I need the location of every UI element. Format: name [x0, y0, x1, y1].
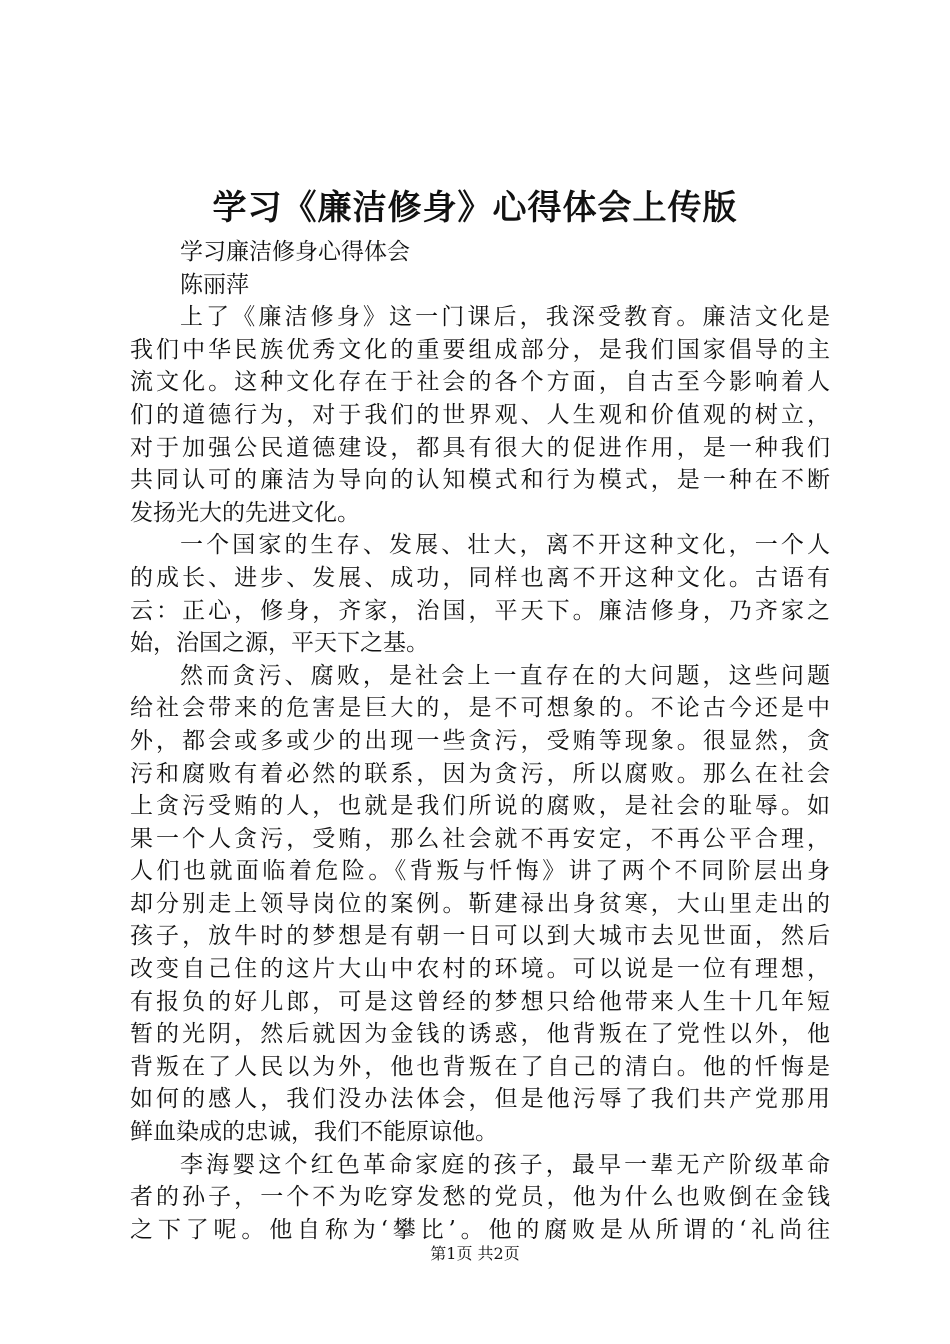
paragraph-line: 鲜血染成的忠诚，我们不能原谅他。: [130, 1119, 498, 1146]
paragraph-line: 有报负的好儿郎，可是这曾经的梦想只给他带来人生十几年短: [130, 988, 830, 1015]
paragraph-line: 却分别走上领导岗位的案例。靳建禄出身贫寒，大山里走出的: [130, 890, 830, 917]
author-line: 陈丽萍: [180, 271, 249, 298]
document-body: [130, 236, 830, 1246]
paragraph-line: 我们中华民族优秀文化的重要组成部分，是我们国家倡导的主: [130, 336, 830, 363]
paragraph-line: 背叛在了人民以为外，他也背叛在了自己的清白。他的忏悔是: [130, 1053, 830, 1080]
paragraph-line: 的成长、进步、发展、成功，同样也离不开这种文化。古语有: [130, 564, 830, 591]
paragraph-line: 给社会带来的危害是巨大的，是不可想象的。不论古今还是中: [130, 695, 830, 722]
document-title: 学习《廉洁修身》心得体会上传版: [212, 188, 738, 228]
paragraph-line: 人们也就面临着危险。《背叛与忏悔》讲了两个不同阶层出身: [130, 858, 830, 885]
paragraph-line: 暂的光阴，然后就因为金钱的诱惑，他背叛在了党性以外，他: [130, 1021, 830, 1048]
page-number-footer: 第1页 共2页: [430, 1244, 520, 1263]
paragraph-line: 污和腐败有着必然的联系，因为贪污，所以腐败。那么在社会: [130, 760, 830, 787]
paragraph-line: 改变自己住的这片大山中农村的环境。可以说是一位有理想，: [130, 956, 830, 983]
paragraph-line: 孩子，放牛时的梦想是有朝一日可以到大城市去见世面，然后: [130, 923, 830, 950]
paragraph-line: 对于加强公民道德建设，都具有很大的促进作用，是一种我们: [130, 434, 830, 461]
paragraph-line: 云：正心，修身，齐家，治国，平天下。廉洁修身，乃齐家之: [130, 597, 830, 624]
paragraph-line: 上贪污受贿的人，也就是我们所说的腐败，是社会的耻辱。如: [130, 793, 830, 820]
paragraph-line: 之下了呢。他自称为‘攀比’。他的腐败是从所谓的‘礼尚往: [130, 1216, 830, 1243]
paragraph-line: 果一个人贪污，受贿，那么社会就不再安定，不再公平合理，: [130, 825, 830, 852]
paragraph-line: 流文化。这种文化存在于社会的各个方面，自古至今影响着人: [130, 369, 830, 396]
paragraph-line: 一个国家的生存、发展、壮大，离不开这种文化，一个人: [180, 532, 830, 559]
paragraph-line: 如何的感人，我们没办法体会，但是他污辱了我们共产党那用: [130, 1086, 830, 1113]
paragraph-line: 者的孙子，一个不为吃穿发愁的党员，他为什么也败倒在金钱: [130, 1184, 830, 1211]
paragraph-line: 外，都会或多或少的出现一些贪污，受贿等现象。很显然，贪: [130, 727, 830, 754]
paragraph-line: 始，治国之源，平天下之基。: [130, 630, 429, 657]
paragraph-line: 共同认可的廉洁为导向的认知模式和行为模式，是一种在不断: [130, 467, 830, 494]
paragraph-line: 李海婴这个红色革命家庭的孩子，最早一辈无产阶级革命: [180, 1151, 830, 1178]
paragraph-line: 上了《廉洁修身》这一门课后，我深受教育。廉洁文化是: [180, 304, 830, 331]
paragraph-line: 们的道德行为，对于我们的世界观、人生观和价值观的树立，: [130, 401, 830, 428]
paragraph-line: 然而贪污、腐败，是社会上一直存在的大问题，这些问题: [180, 662, 830, 689]
subtitle-line: 学习廉洁修身心得体会: [180, 239, 410, 265]
paragraph-line: 发扬光大的先进文化。: [130, 499, 360, 526]
